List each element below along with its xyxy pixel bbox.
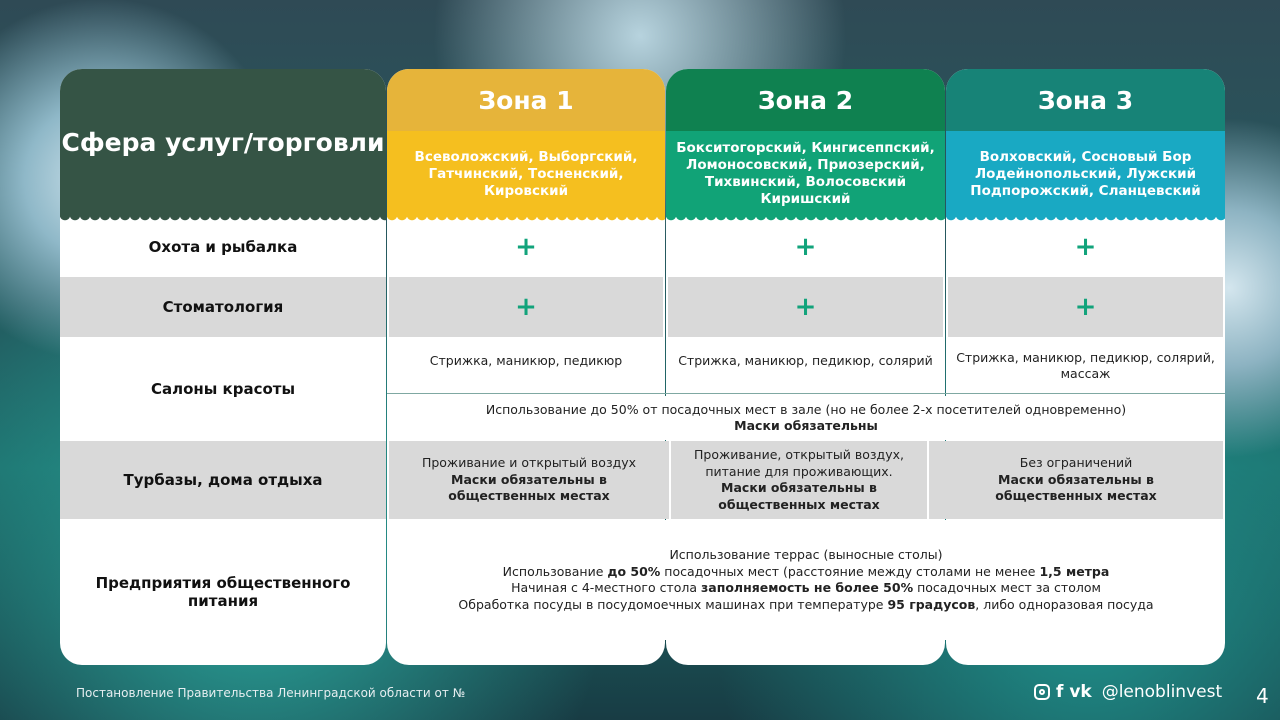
plus-icon: + [1074, 292, 1097, 322]
row-label-beauty-salons: Салоны красоты [150, 380, 296, 398]
zone-1-salon-services: Стрижка, маникюр, педикюр [429, 353, 623, 368]
zone-2-scallop [666, 215, 945, 225]
row-label-dentistry: Стоматология [60, 277, 386, 337]
plus-icon: + [1074, 232, 1097, 262]
zone-3-tourist-masks: Маски обязательны в общественных местах [995, 471, 1157, 504]
zone-1-districts: Всеволожский, Выборгский, Гатчинский, Тосненский, Кировский [387, 131, 665, 217]
facebook-vk-icon[interactable]: f vk [1056, 682, 1092, 702]
zone-1-tourist-masks: Маски обязательны в общественных местах [448, 471, 610, 504]
zone-1-hunting [387, 217, 665, 277]
zone-1-dentistry [389, 277, 663, 337]
plus-icon: + [515, 232, 537, 262]
zone-3-salon-services: Стрижка, маникюр, педикюр, солярий, массаж [956, 350, 1215, 381]
zone-3-dentistry [948, 277, 1223, 337]
divider [387, 393, 1225, 394]
zone-1-scallop [387, 215, 665, 225]
zone-3-scallop [946, 215, 1225, 225]
zone-2-title: Зона 2 [666, 69, 945, 131]
page-number: 4 [1256, 684, 1269, 708]
catering-line-2: Использование до 50% посадочных мест (расстояние между столами не менее 1,5 метра [502, 563, 1110, 579]
catering-line-4: Обработка посуды в посудомоечных машинах при температуре 95 градусов, либо одноразовая посуда [458, 596, 1154, 612]
zone-1-tourist-base [389, 441, 669, 519]
zone-2-districts: Бокситогорский, Кингисеппский, Ломоносовский, Приозерский, Тихвинский, Волосовский Киришский [666, 131, 945, 217]
zone-2-dentistry [668, 277, 943, 337]
zone-2-salon-services: Стрижка, маникюр, педикюр, солярий [678, 353, 933, 368]
zone-2-tourist-masks: Маски обязательны в общественных местах [718, 480, 880, 512]
zone-3-tourist-text: Без ограничений [1019, 455, 1133, 471]
instagram-icon[interactable] [1034, 684, 1050, 700]
row-label-tourist-bases: Турбазы, дома отдыха [60, 441, 386, 519]
salon-common-masks: Маски обязательны [734, 418, 878, 433]
zone-3-title: Зона 3 [946, 69, 1225, 131]
plus-icon: + [794, 292, 817, 322]
catering-line-1: Использование террас (выносные столы) [669, 547, 943, 562]
social-links [1034, 682, 1222, 702]
decree-note: Постановление Правительства Ленинградской области от № [76, 686, 466, 700]
salon-common-rule [387, 396, 1225, 440]
salon-common-line: Использование до 50% от посадочных мест в зале (но не более 2-х посетителей одновременно) [485, 401, 1127, 417]
zone-3-tourist-base [929, 441, 1223, 519]
zone-2-tourist-text: Проживание, открытый воздух, питание для проживающих. [694, 447, 904, 479]
row-label-catering: Предприятия общественного питания [95, 574, 351, 610]
plus-icon: + [794, 232, 817, 262]
row-label-hunting: Охота и рыбалка [148, 238, 298, 256]
zone-3-districts: Волховский, Сосновый Бор Лодейнопольский, Лужский Подпорожский, Сланцевский [946, 131, 1225, 217]
catering-line-3: Начиная с 4-местного стола заполняемость не более 50% посадочных мест за столом [511, 580, 1101, 595]
category-column [60, 69, 386, 665]
zone-3-hunting [946, 217, 1225, 277]
zone-2-tourist-base [671, 441, 927, 519]
category-header: Сфера услуг/торговли [60, 69, 386, 215]
social-handle[interactable]: @lenoblinvest [1101, 682, 1223, 702]
zone-1-tourist-text: Проживание и открытый воздух [421, 455, 637, 471]
header-scallop [60, 215, 386, 225]
zone-1-title: Зона 1 [387, 69, 665, 131]
plus-icon: + [515, 292, 537, 322]
catering-rules [387, 520, 1225, 640]
zone-2-hunting [666, 217, 945, 277]
